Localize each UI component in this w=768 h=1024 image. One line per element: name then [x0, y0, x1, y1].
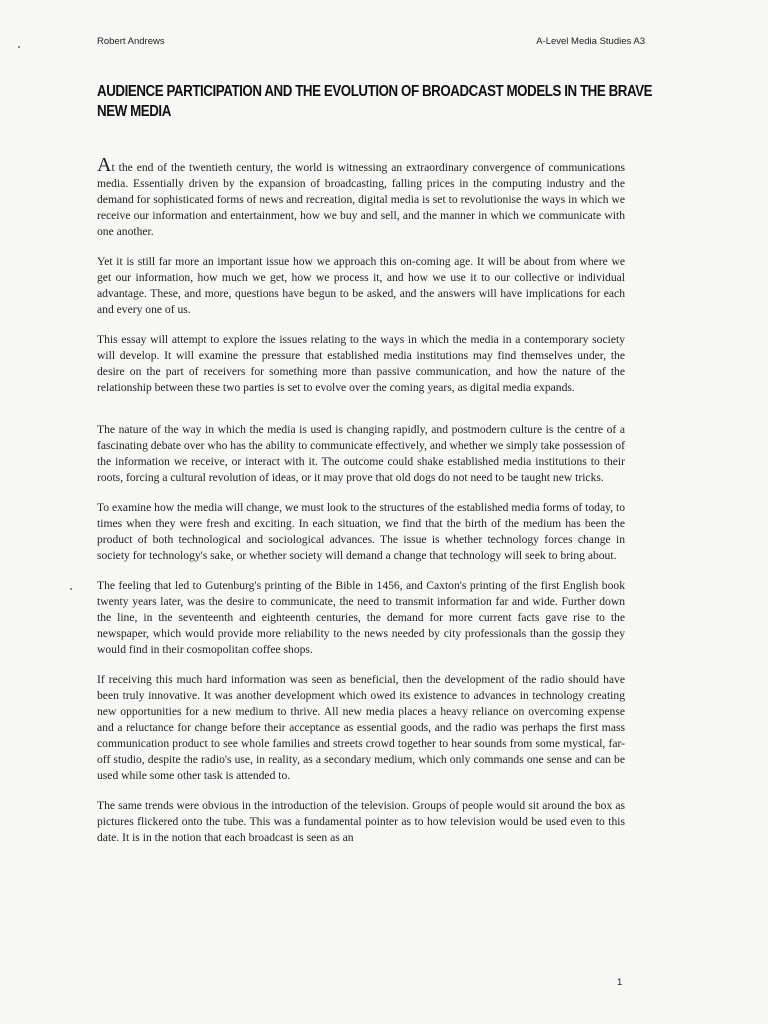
essay-body: [97, 154, 626, 860]
essay-title: AUDIENCE PARTICIPATION AND THE EVOLUTION OF BROADCAST MODELS IN THE BRAVE NEW MEDIA: [97, 83, 653, 120]
paragraph-7: If receiving this much hard information was seen as beneficial, then the development of the radio should have been truly innovative. It was another development which owed its existence to advances in technology creating new opportunities for a new medium to thrive. All new media places a heavy reliance on overcoming expense and a reluctance for change before their acceptance as essential goods, and the radio was perhaps the first mass communication product to see whole families and streets crowd together to hear sounds from some mystical, far-off studio, despite the radio's use, in reality, as a secondary medium, which only commands one sense and can be used while some other task is attended to.: [97, 673, 625, 782]
header-course: A-Level Media Studies A3: [536, 36, 645, 47]
paragraph-5: To examine how the media will change, we must look to the structures of the established media forms of today, to times when they were fresh and exciting. In each situation, we find that the birth of the medium has been the product of both technological and sociological advances. The issue is whether technology forces change in society for technology's sake, or whether society will demand a change that technology will seek to bring about.: [97, 500, 625, 562]
drop-cap: A: [97, 154, 112, 176]
header-author: Robert Andrews: [97, 36, 165, 47]
page-header: [97, 36, 645, 50]
scan-speck: [18, 46, 20, 48]
paragraph-6: The feeling that led to Gutenburg's printing of the Bible in 1456, and Caxton's printing of the first English book twenty years later, was the desire to communicate, the need to transmit information far and wide. Further down the line, in the seventeenth and eighteenth centuries, the demand for more current facts gave rise to the newspaper, which would provide more reliability to the news needed by city professionals than the gossip they would find in their cosmopolitan coffee shops.: [97, 579, 625, 656]
paragraph-text: t the end of the twentieth century, the world is witnessing an extraordinary convergence of communications media. Essentially driven by the expansion of broadcasting, falling prices in the computing industry and the demand for sophisticated forms of news and recreation, digital media is set to revolutionise the ways in which we receive our information and entertainment, how we buy and sell, and the manner in which we communicate with one another.: [97, 161, 625, 238]
paragraph-1: [97, 154, 625, 240]
paragraph-3: This essay will attempt to explore the issues relating to the ways in which the media in a contemporary society will develop. It will examine the pressure that established media institutions may find themselves under, the desire on the part of receivers for something more than passive communication, and how the nature of the relationship between these two parties is set to evolve over the coming years, as digital media expands.: [97, 333, 625, 394]
page-number: 1: [617, 977, 623, 988]
paragraph-4: The nature of the way in which the media is used is changing rapidly, and postmodern culture is the centre of a fascinating debate over who has the ability to communicate effectively, and whether we simply take possession of the information we receive, or interact with it. The outcome could shake established media institutions to their roots, forcing a cultural revolution of ideas, or it may prove that old dogs do not need to be taught new tricks.: [97, 422, 626, 484]
scan-speck: [70, 588, 72, 590]
paragraph-8: The same trends were obvious in the introduction of the television. Groups of people would sit around the box as pictures flickered onto the tube. This was a fundamental pointer as to how television would be used even to this date. It is in the notion that each broadcast is seen as an: [97, 798, 625, 844]
paragraph-2: Yet it is still far more an important issue how we approach this on-coming age. It will be about from where we get our information, how much we get, how we process it, and how we use it to our collective or individual advantage. These, and more, questions have begun to be asked, and the answers will have implications for each and every one of us.: [97, 255, 625, 316]
